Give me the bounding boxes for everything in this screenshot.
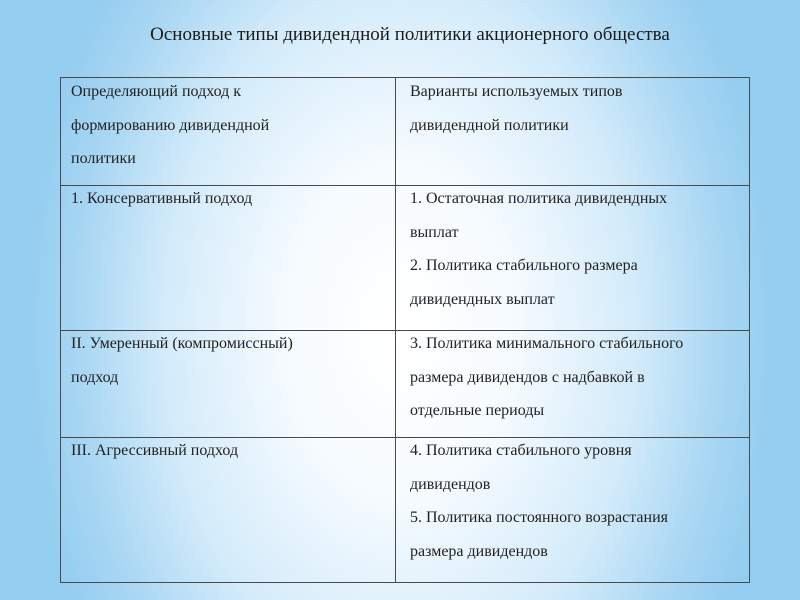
header-policy-line: Варианты используемых типов — [410, 83, 623, 100]
approach-line: II. Умеренный (компромиссный) — [71, 335, 293, 352]
policy-line: 1. Остаточная политика дивидендных — [410, 190, 668, 207]
approach-cell — [61, 186, 396, 331]
approach-line: подход — [71, 368, 119, 386]
policy-line: дивидендов — [410, 475, 491, 493]
table-row — [61, 438, 750, 583]
policy-line: дивидендных выплат — [410, 290, 555, 308]
header-approach-line: формированию дивидендной — [71, 116, 270, 134]
policy-line: 4. Политика стабильного уровня — [410, 442, 632, 459]
table-row — [61, 186, 750, 331]
policy-line: 2. Политика стабильного размера — [410, 257, 638, 274]
header-cell-policy-types — [396, 78, 750, 186]
policy-cell — [396, 331, 750, 438]
approach-cell — [61, 438, 396, 583]
policy-line: 5. Политика постоянного возрастания — [410, 509, 669, 526]
policy-line: размера дивидендов с надбавкой в — [410, 368, 645, 386]
policy-line: размера дивидендов — [410, 542, 548, 560]
policy-line: 3. Политика минимального стабильного — [410, 335, 684, 352]
header-approach-line: Определяющий подход к — [71, 83, 242, 100]
policy-line: выплат — [410, 223, 459, 241]
dividend-policy-table — [60, 77, 750, 583]
policy-line: отдельные периоды — [410, 402, 545, 419]
header-approach-line: политики — [71, 150, 136, 167]
table-row — [61, 331, 750, 438]
header-policy-line: дивидендной политики — [410, 116, 569, 134]
table-header-row — [61, 78, 750, 186]
approach-line: III. Агрессивный подход — [71, 442, 239, 459]
policy-cell — [396, 186, 750, 331]
slide-title: Основные типы дивидендной политики акционерного общества — [150, 24, 670, 45]
header-cell-approach — [61, 78, 396, 186]
policy-cell — [396, 438, 750, 583]
approach-line: 1. Консервативный подход — [71, 190, 253, 207]
approach-cell — [61, 331, 396, 438]
